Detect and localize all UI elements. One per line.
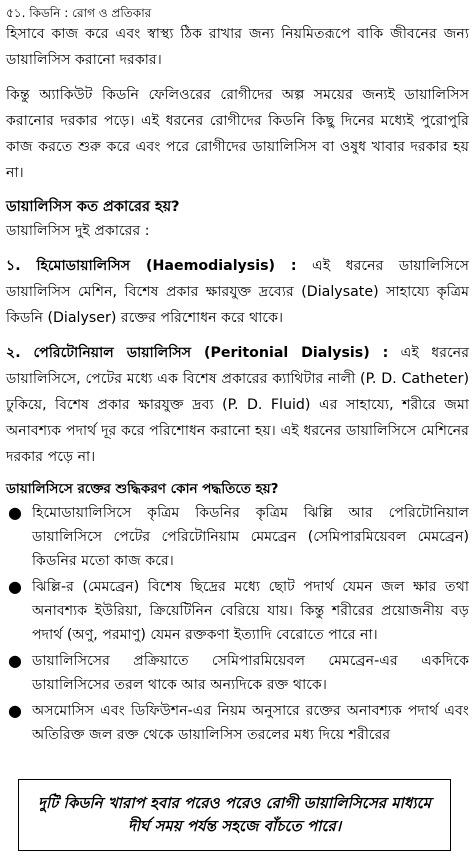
type-haemodialysis-lead: ১. হিমোডায়ালিসিস (Haemodialysis) : (6, 258, 297, 274)
bullet-dot-icon: ● (8, 503, 22, 522)
bullet-dot-icon: ● (8, 651, 22, 670)
type-peritoneal-lead: ২. পেরিটোনিয়াল ডায়ালিসিস (Peritonial Dialysis) : (6, 345, 389, 361)
type-haemodialysis-text: এই ধরনের ডায়ালিসিসে ডায়ালিসিস মেশিন, বিশেষ প্রকার ক্ষারযুক্ত দ্রব্যের (Dialysate) সাহায্যে কৃত্রিম কিডনি (Dialyser) রক্তের পরিশোধন করে থাকে। (6, 258, 469, 326)
list-item (6, 649, 469, 697)
types-intro-line: ডায়ালিসিস দুই প্রকারের : (6, 223, 150, 239)
type-peritoneal-dialysis (6, 340, 469, 470)
list-item-text: ডায়ালিসিসের প্রক্রিয়াতে সেমিপারমিয়েবল মেমব্রেন-এর একদিকে ডায়ালিসিসের তরল থাকে আর অন্যদিকে রক্ত থাকে। (32, 653, 469, 693)
list-item (6, 501, 469, 573)
bullet-dot-icon: ● (8, 577, 22, 596)
section-heading-types: ডায়ালিসিস কত প্রকারের হয়? (6, 199, 180, 215)
section-heading-purification: ডায়ালিসিসে রক্তের শুদ্ধিকরণ কোন পদ্ধতিতে হয়? (6, 481, 279, 497)
list-item-text: অসমোসিস এবং ডিফিউশন-এর নিয়ম অনুসারে রক্তের অনাবশ্যক পদার্থ এবং অতিরিক্ত জল রক্ত থেকে ডায়ালিসিস তরলের মধ্য দিয়ে শরীরের (32, 703, 469, 743)
list-item (6, 699, 469, 747)
running-head: ৫১. কিডনি : রোগ ও প্রতিকার (6, 6, 152, 20)
list-item-text: হিমোডায়ালিসিসে কৃত্রিম কিডনির কৃত্রিম ঝিল্লি আর পেরিটোনিয়াল ডায়ালিসিসে পেটের পেরিটোনিয়াম মেমব্রেন (সেমিপারমিয়েবল মেমব্রেন) কিডনির মতো কাজ করে। (32, 505, 469, 569)
type-haemodialysis (6, 253, 469, 331)
purification-bullet-list (6, 501, 469, 747)
paragraph-2: কিন্তু অ্যাকিউট কিডনি ফেলিওরের রোগীদের অল্প সময়ের জন্যই ডায়ালিসিস করানোর দরকার পড়ে। এই ধরনের রোগীদের কিডনি কিছু দিনের মধ্যেই পুরোপুরি কাজ করতে শুরু করে এবং পরে রোগীদের ডায়ালিসিস বা ওষুধ খাবার দরকার হয় না। (6, 87, 469, 181)
bullet-dot-icon: ● (8, 701, 22, 720)
callout-box (18, 779, 451, 851)
callout-text: দুটি কিডনি খারাপ হবার পরেও পরেও রোগী ডায়ালিসিসের মাধ্যমে দীর্ঘ সময় পর্যন্ত সহজে বাঁচতে পারে। (37, 794, 432, 835)
paragraph-1: হিসাবে কাজ করে এবং স্বাস্থ্য ঠিক রাখার জন্য নিয়মিতরূপে বাকি জীবনের জন্য ডায়ালিসিস করানো দরকার। (6, 26, 469, 68)
type-peritoneal-text: এই ধরনের ডায়ালিসিসে, পেটের মধ্যে এক বিশেষ প্রকারের ক্যাথিটার নালী (P. D. Catheter) ঢুকিয়ে, বিশেষ প্রকার ক্ষারযুক্ত দ্রব্য (P. D. Fluid) এর সাহায্যে, শরীরে জমা অনাবশ্যক পদার্থ দূর করে পরিশোধন করানো হয়। এই ধরনের ডায়ালিসিসে মেশিনের দরকার পড়ে না। (6, 345, 470, 465)
list-item (6, 575, 469, 647)
list-item-text: ঝিল্লি-র (মেমব্রেন) বিশেষ ছিদ্রের মধ্যে ছোট পদার্থ যেমন জল ক্ষার তথা অনাবশ্যক ইউরিয়া, ক্রিয়েটিনিন বেরিয়ে যায়। কিন্তু শরীরের প্রয়োজনীয় বড় পদার্থ (অণু, পরমাণু) যেমন রক্তকণা ইত্যাদি বেরোতে পারে না। (32, 579, 469, 643)
